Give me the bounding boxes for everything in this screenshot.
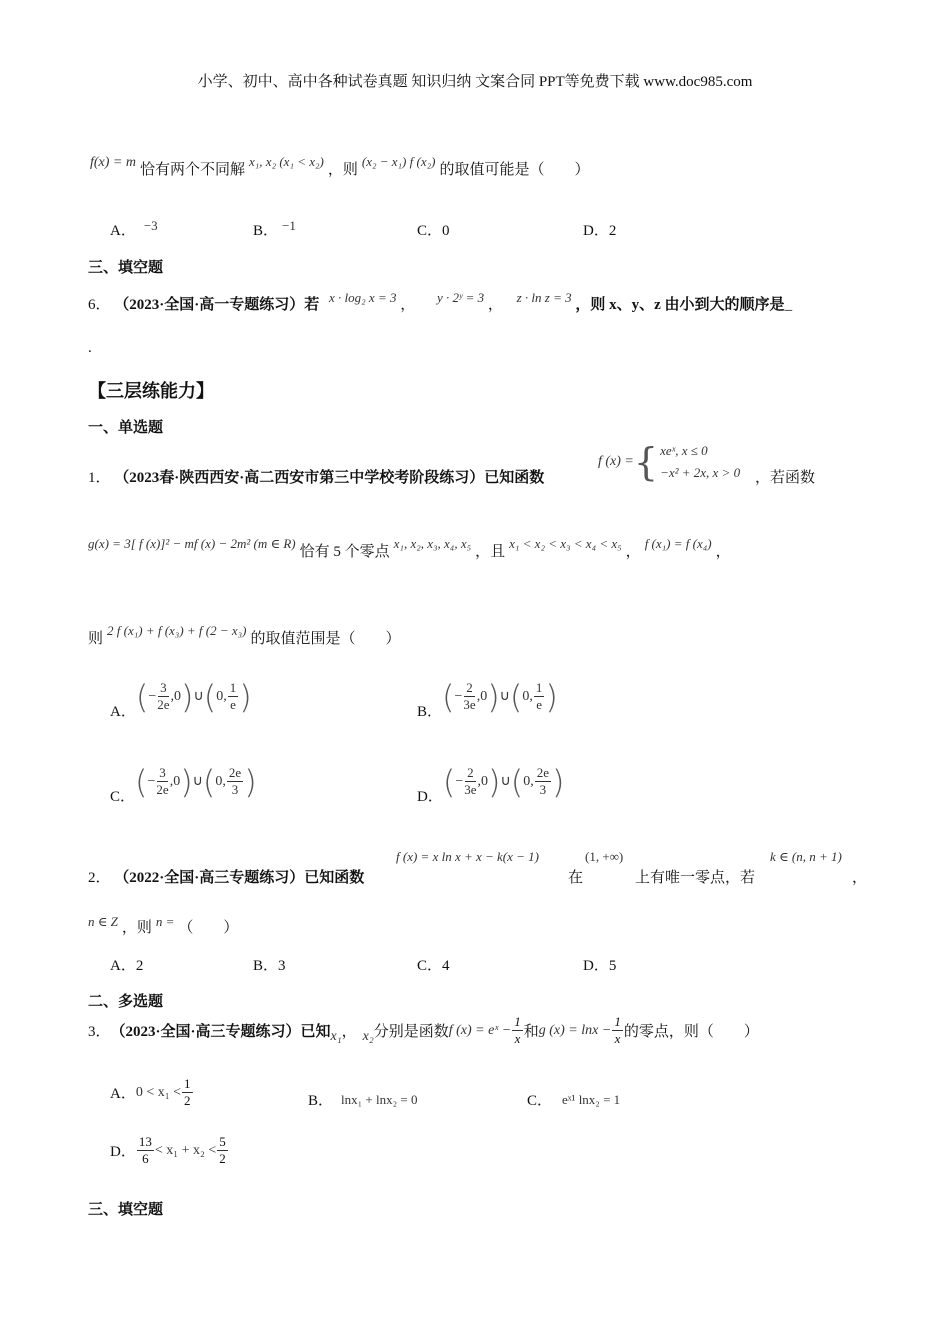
option-expr: 0 < x₁ < [135,1084,182,1100]
question-source: （2023·全国·高一专题练习）若 [114,297,320,313]
comma: ， [341,1024,357,1040]
prev-option-a[interactable] [110,219,158,240]
question-1-line-2 [88,536,731,561]
n-equals: n = [155,914,175,929]
q3-option-a[interactable] [110,1076,194,1109]
brace-icon: { [633,440,659,484]
q1-option-b[interactable] [417,677,558,720]
comma: ， [715,544,731,560]
option-label: D． [583,958,609,974]
fraction: $\frac{2e}{3}$ [536,765,550,797]
interval: (1, +∞) [585,849,624,864]
piecewise-function [598,440,740,484]
zeros-list: x₁, x₂, x₃, x₄, x₅ [393,536,472,551]
f-equals-m: f(x) = m [90,155,136,170]
question-2-line-2 [88,916,238,937]
g-definition: g(x) = 3[ f (x)]² − mf (x) − 2m² (m ∈ R) [88,536,296,551]
q2-option-a[interactable] [110,954,143,975]
option-label: D． [110,1144,136,1160]
question-number: 1． [88,470,111,486]
option-label: B． [308,1093,334,1109]
text-and: 和 [523,1024,539,1040]
equation-1: x · log₂ x = 3 [329,290,397,305]
q1-option-d[interactable] [417,762,565,805]
option-value: −1 [282,218,296,233]
equation-3: z · ln z = 3 [516,290,572,305]
q1-option-c[interactable] [110,762,257,805]
option-value: 2 [135,958,144,974]
text-range: 的取值范围是（ ） [250,631,401,647]
trailing-dot: . [88,340,92,356]
option-label: B． [417,704,443,720]
question-number: 3． [88,1024,111,1040]
text-and: ，且 [475,544,506,560]
prev-expr: (x₂ − x₁) f (x₂) [361,154,436,169]
q3-option-d[interactable] [110,1134,229,1167]
option-interval: ( − $\frac{2}{3e}$ ,0 ) ∪ ( 0, $\frac{1}{e}$ ) [442,677,558,716]
option-label: B． [253,958,279,974]
fraction: $\frac{1}{e}$ [229,680,237,712]
text-unique-zero: 上有唯一零点，若 [635,870,756,886]
q1-option-a[interactable] [110,677,252,720]
comma: ， [852,870,868,886]
level-title: 【三层练能力】 [88,381,214,401]
option-expr: < x₁ + x₂ < [154,1142,217,1158]
fraction: $\frac{2e}{3}$ [228,765,242,797]
option-expr: eˣ¹ lnx₂ = 1 [562,1091,621,1107]
option-value: 4 [442,958,450,974]
prev-text-2: ，则 [327,162,358,178]
option-label: D． [417,789,443,805]
x1: x₁ [330,1028,342,1044]
fraction: $\frac{1}{x}$ [514,1014,521,1046]
option-value: 5 [608,958,617,974]
question-source: （2022·全国·高三专题练习）已知函数 [114,870,365,886]
question-number: 2． [88,870,111,886]
option-interval: ( − $\frac{3}{2e}$ ,0 ) ∪ ( 0, $\frac{1}{e}$ ) [135,677,252,716]
page-header: 小学、初中、高中各种试卷真题 知识归纳 文案合同 PPT等免费下载 www.doc985.com [197,74,753,90]
separator: ， [400,297,416,313]
option-label: C． [110,789,136,805]
question-tail: ，则 x、y、z 由小到大的顺序是 [575,297,785,313]
x2: x₂ [362,1028,374,1044]
cases [660,440,740,484]
option-label: C． [417,223,443,239]
section-fill-in-2: 三、填空题 [88,1202,164,1218]
comma: ， [625,544,641,560]
question-number: 6． [88,297,111,313]
fraction: $\frac{3}{2e}$ [156,765,169,797]
prev-roots: x₁, x₂ (x₁ < x₂) [249,154,324,169]
question-source: （2023春·陕西西安·高二西安市第三中学校考阶段练习）已知函数 [114,470,545,486]
option-label: A． [110,223,136,239]
option-label: A． [110,1086,136,1102]
question-1-line-1 [88,466,544,487]
option-interval: ( − $\frac{3}{2e}$ ,0 ) ∪ ( 0, $\frac{2e}{3}$ ) [135,762,257,801]
section-multi-choice: 二、多选题 [88,994,164,1010]
option-value: 2 [608,223,617,239]
separator: ， [487,297,503,313]
k-condition: k ∈ (n, n + 1) [770,849,842,864]
f-definition: f (x) = eˣ − [448,1022,512,1038]
option-label: C． [527,1093,553,1109]
f-lhs: f (x) = [598,454,634,469]
fraction: $\frac{13}{6}$ [138,1134,152,1166]
option-value: 0 [442,223,450,239]
option-expr: lnx₁ + lnx₂ = 0 [341,1091,418,1107]
text-then: ，则 [121,920,152,936]
prev-option-c[interactable] [417,219,450,240]
fraction: $\frac{1}{e}$ [535,680,543,712]
prev-option-b[interactable] [253,219,296,240]
question-3 [88,1014,759,1047]
option-label: A． [110,958,136,974]
text-then: 则 [88,631,104,647]
zeros-order: x₁ < x₂ < x₃ < x₄ < x₅ [509,536,622,551]
text-zero: 的零点，则（ ） [623,1024,759,1040]
fraction: $\frac{2}{3e}$ [463,680,476,712]
option-value: 3 [278,958,286,974]
q2-option-d[interactable] [583,954,616,975]
fraction: $\frac{5}{2}$ [219,1134,226,1166]
option-label: C． [417,958,443,974]
option-interval: ( − $\frac{2}{3e}$ ,0 ) ∪ ( 0, $\frac{2e}{3}$ ) [442,762,565,801]
q2-option-b[interactable] [253,954,286,975]
text-in: 在 [568,870,584,886]
g-definition: g (x) = lnx − [538,1022,612,1038]
option-value: −3 [143,218,158,233]
answer-blank[interactable]: _ [784,297,793,313]
text-if-function: ，若函数 [755,470,816,486]
f-equal: f (x₁) = f (x₄) [644,536,712,551]
f-definition: f (x) = x ln x + x − k(x − 1) [396,849,539,864]
text-respectively: 分别是函数 [373,1024,449,1040]
q2-option-c[interactable] [417,954,450,975]
prev-option-d[interactable] [583,219,616,240]
case-2: −x² + 2x, x > 0 [660,465,741,480]
question-2-line-1 [88,866,364,887]
target-expression: 2 f (x₁) + f (x₃) + f (2 − x₃) [107,623,247,638]
q3-option-b[interactable] [308,1089,417,1110]
answer-paren: （ ） [178,920,239,936]
section-single-choice: 一、单选题 [88,420,164,436]
equation-2: y · 2ʸ = 3 [437,290,485,305]
prev-text-1: 恰有两个不同解 [140,162,246,178]
case-1: xeˣ, x ≤ 0 [660,443,708,458]
prev-text-3: 的取值可能是（ ） [439,162,590,178]
fraction: $\frac{1}{2}$ [184,1076,191,1108]
fraction: $\frac{2}{3e}$ [464,765,477,797]
question-source: （2023·全国·高三专题练习）已知 [110,1024,331,1040]
prev-question-line [90,154,590,179]
section-fill-in: 三、填空题 [88,260,164,276]
option-label: D． [583,223,609,239]
text-zeros: 恰有 5 个零点 [299,544,390,560]
q3-option-c[interactable] [527,1089,620,1110]
option-label: A． [110,704,136,720]
fraction: $\frac{1}{x}$ [614,1014,621,1046]
question-6 [88,290,793,314]
option-label: B． [253,223,279,239]
fraction: $\frac{3}{2e}$ [157,680,170,712]
n-condition: n ∈ Z [88,914,118,929]
question-1-line-3 [88,623,401,648]
